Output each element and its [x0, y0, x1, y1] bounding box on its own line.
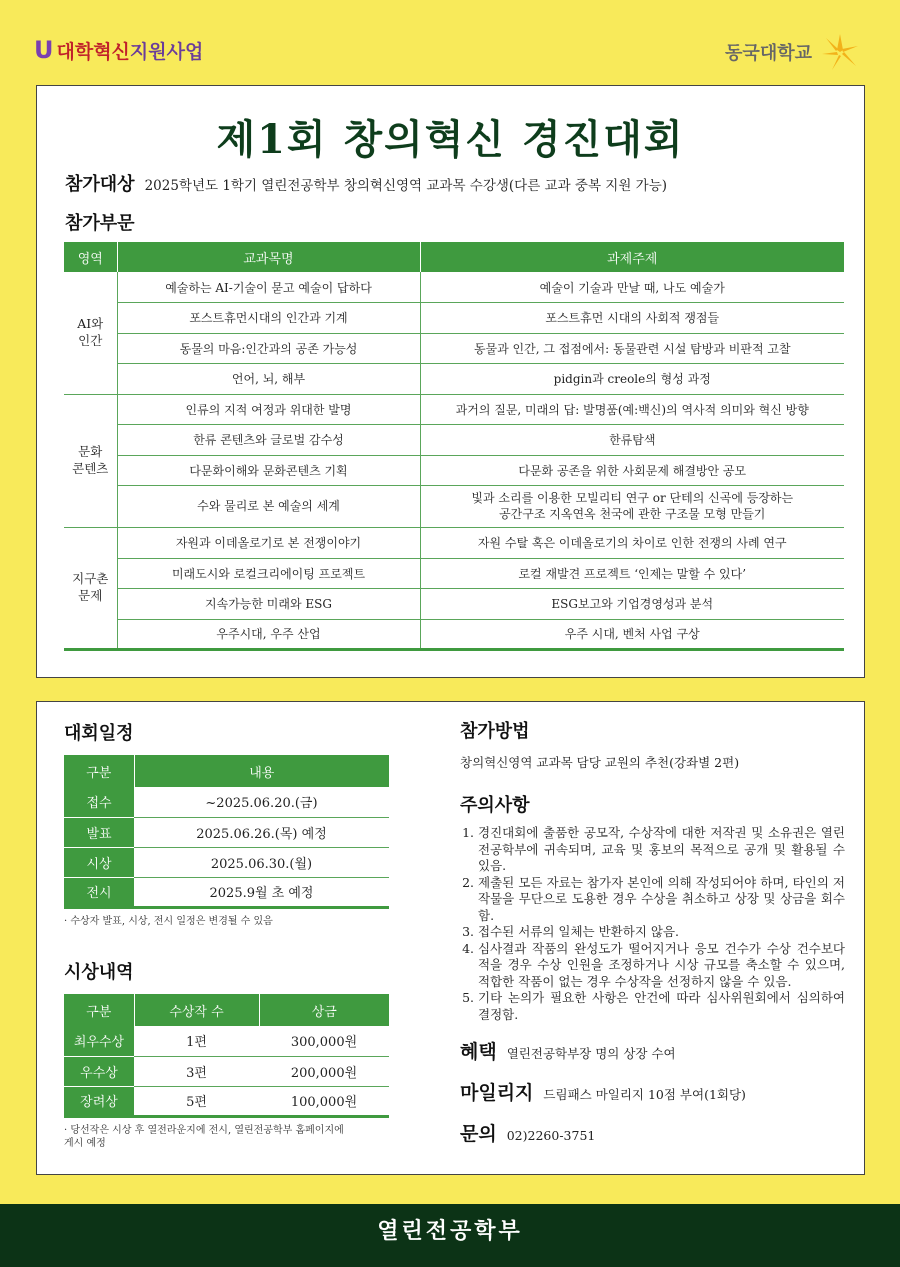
course-cell: 언어, 뇌, 해부 [117, 364, 420, 395]
schedule-label: 대회일정 [64, 723, 134, 744]
table-row [64, 817, 389, 847]
col-header: 수상작 수 [134, 994, 259, 1026]
notice-item: 5. 기타 논의가 필요한 사항은 안건에 따라 심사위원회에서 심의하여 결정함. [478, 990, 845, 1023]
topic-cell: 과거의 질문, 미래의 답: 발명품(예:백신)의 역사적 의미와 혁신 방향 [420, 394, 844, 425]
schedule-value: 2025.06.26.(목) 예정 [134, 817, 389, 847]
right-column [460, 717, 845, 1146]
table-row [64, 589, 844, 620]
dongguk-emblem-icon [818, 30, 862, 74]
topic-cell: pidgin과 creole의 형성 과정 [420, 364, 844, 395]
notice-item: 1. 경진대회에 출품한 공모작, 수상작에 대한 저작권 및 소유권은 열린전공학부에 귀속되며, 교육 및 홍보의 목적으로 공개 및 활용될 수 있음. [478, 825, 845, 875]
col-header: 영역 [64, 242, 117, 272]
schedule-key: 시상 [64, 847, 134, 877]
topic-cell: 로컬 재발견 프로젝트 ‘인제는 말할 수 있다’ [420, 558, 844, 589]
divisions-label: 참가부문 [65, 213, 135, 234]
notice-list [460, 825, 845, 1023]
dongguk-logo: 동국대학교 [725, 30, 862, 74]
table-row [64, 303, 844, 334]
award-count: 1편 [134, 1026, 259, 1056]
course-cell: 미래도시와 로컬크리에이팅 프로젝트 [117, 558, 420, 589]
awards-note: · 당선작은 시상 후 열전라운지에 전시, 열린전공학부 홈페이지에 게시 예정 [64, 1124, 344, 1149]
col-header: 과제주제 [420, 242, 844, 272]
contact-row: 문의 02)2260-3751 [460, 1123, 596, 1145]
awards-label: 시상내역 [64, 962, 134, 983]
schedule-value: ~2025.06.20.(금) [134, 787, 389, 817]
table-row [64, 455, 844, 486]
area-cell: 문화 콘텐츠 [64, 394, 117, 528]
col-header: 구분 [64, 755, 134, 787]
table-row [64, 272, 844, 303]
topic-cell: 우주 시대, 벤처 사업 구상 [420, 619, 844, 650]
course-cell: 동물의 마음:인간과의 공존 가능성 [117, 333, 420, 364]
schedule-value: 2025.9월 초 예정 [209, 886, 314, 901]
top-panel [36, 85, 865, 678]
footer-banner: 열린전공학부 [0, 1204, 900, 1267]
target-row [65, 170, 667, 196]
benefit-row: 혜택 열린전공학부장 명의 상장 수여 [460, 1041, 676, 1063]
award-count: 3편 [134, 1056, 259, 1086]
table-row [64, 394, 844, 425]
divisions-table [64, 242, 844, 651]
table-row [64, 787, 389, 817]
notice-item: 4. 심사결과 작품의 완성도가 떨어지거나 응모 건수가 수상 건수보다 적을 경우 수상 인원을 조정하거나 시상 규모를 축소할 수 있으며, 적합한 작품이 없는 경우 수상작을 선정하지 않을 수 있음. [478, 941, 845, 991]
col-header: 내용 [134, 755, 389, 787]
target-text: 2025학년도 1학기 열린전공학부 창의혁신영역 교과목 수강생(다른 교과 중복 지원 가능) [144, 178, 668, 194]
course-cell: 우주시대, 우주 산업 [117, 619, 420, 650]
target-label: 참가대상 [65, 174, 135, 195]
award-name: 최우수상 [64, 1026, 134, 1056]
table-row [64, 486, 844, 528]
table-row [64, 1086, 389, 1116]
table-row [64, 877, 389, 907]
method-label: 참가방법 [460, 721, 530, 742]
course-cell: 한류 콘텐츠와 글로벌 감수성 [117, 425, 420, 456]
course-cell: 지속가능한 미래와 ESG [117, 589, 420, 620]
col-header: 구분 [64, 994, 134, 1026]
award-prize: 300,000원 [259, 1026, 389, 1056]
award-name: 우수상 [64, 1056, 134, 1086]
table-row [64, 619, 844, 650]
schedule-note: · 수상자 발표, 시상, 전시 일정은 변경될 수 있음 [64, 915, 273, 927]
schedule-key: 전시 [64, 877, 134, 907]
award-prize: 100,000원 [290, 1095, 358, 1110]
course-cell: 인류의 지적 여정과 위대한 발명 [117, 394, 420, 425]
topic-cell: 빛과 소리를 이용한 모빌리티 연구 or 단테의 신곡에 등장하는 공간구조 지옥연옥 천국에 관한 구조물 모형 만들기 [420, 486, 844, 528]
mileage-row: 마일리지 드림패스 마일리지 10점 부여(1회당) [460, 1082, 746, 1104]
method-text: 창의혁신영역 교과목 담당 교원의 추천(강좌별 2편) [460, 755, 740, 770]
table-row [64, 333, 844, 364]
univ-innovation-logo: U 대학혁신 지원사업 [34, 36, 204, 64]
page-title: 제1회 창의혁신 경진대회 [216, 116, 685, 163]
table-row [64, 528, 844, 559]
table-row [64, 364, 844, 395]
course-cell: 다문화이해와 문화콘텐츠 기획 [117, 455, 420, 486]
table-row [64, 1026, 389, 1056]
award-count: 5편 [186, 1095, 207, 1110]
topic-cell: 한류탐색 [420, 425, 844, 456]
schedule-key: 접수 [64, 787, 134, 817]
area-cell: 지구촌 문제 [64, 528, 117, 650]
topic-cell: 포스트휴먼 시대의 사회적 쟁점들 [420, 303, 844, 334]
award-prize: 200,000원 [259, 1056, 389, 1086]
schedule-table [64, 755, 389, 909]
area-cell: AI와 인간 [64, 272, 117, 394]
schedule-value: 2025.06.30.(월) [134, 847, 389, 877]
notice-item: 2. 제출된 모든 자료는 참가자 본인에 의해 작성되어야 하며, 타인의 저작물을 무단으로 도용한 경우 수상을 취소하고 상장 및 상금을 회수함. [478, 875, 845, 925]
col-header: 교과목명 [117, 242, 420, 272]
topic-cell: ESG보고와 기업경영성과 분석 [420, 589, 844, 620]
bottom-panel [36, 701, 865, 1175]
u-logo-icon: U [34, 36, 54, 64]
table-row [64, 847, 389, 877]
topic-cell: 다문화 공존을 위한 사회문제 해결방안 공모 [420, 455, 844, 486]
notice-item: 3. 접수된 서류의 일체는 반환하지 않음. [478, 924, 845, 941]
course-cell: 포스트휴먼시대의 인간과 기계 [117, 303, 420, 334]
awards-table [64, 994, 389, 1118]
topic-cell: 동물과 인간, 그 접점에서: 동물관련 시설 탐방과 비판적 고찰 [420, 333, 844, 364]
schedule-key: 발표 [64, 817, 134, 847]
topic-cell: 예술이 기술과 만날 때, 나도 예술가 [420, 272, 844, 303]
col-header: 상금 [259, 994, 389, 1026]
course-cell: 자원과 이데올로기로 본 전쟁이야기 [117, 528, 420, 559]
left-column [64, 717, 389, 1151]
course-cell: 예술하는 AI-기술이 묻고 예술이 답하다 [117, 272, 420, 303]
award-name: 장려상 [64, 1086, 134, 1116]
course-cell: 수와 물리로 본 예술의 세계 [117, 486, 420, 528]
table-row [64, 1056, 389, 1086]
notice-label: 주의사항 [460, 795, 530, 816]
table-row [64, 558, 844, 589]
topic-cell: 자원 수탈 혹은 이데올로기의 차이로 인한 전쟁의 사례 연구 [420, 528, 844, 559]
table-row [64, 425, 844, 456]
